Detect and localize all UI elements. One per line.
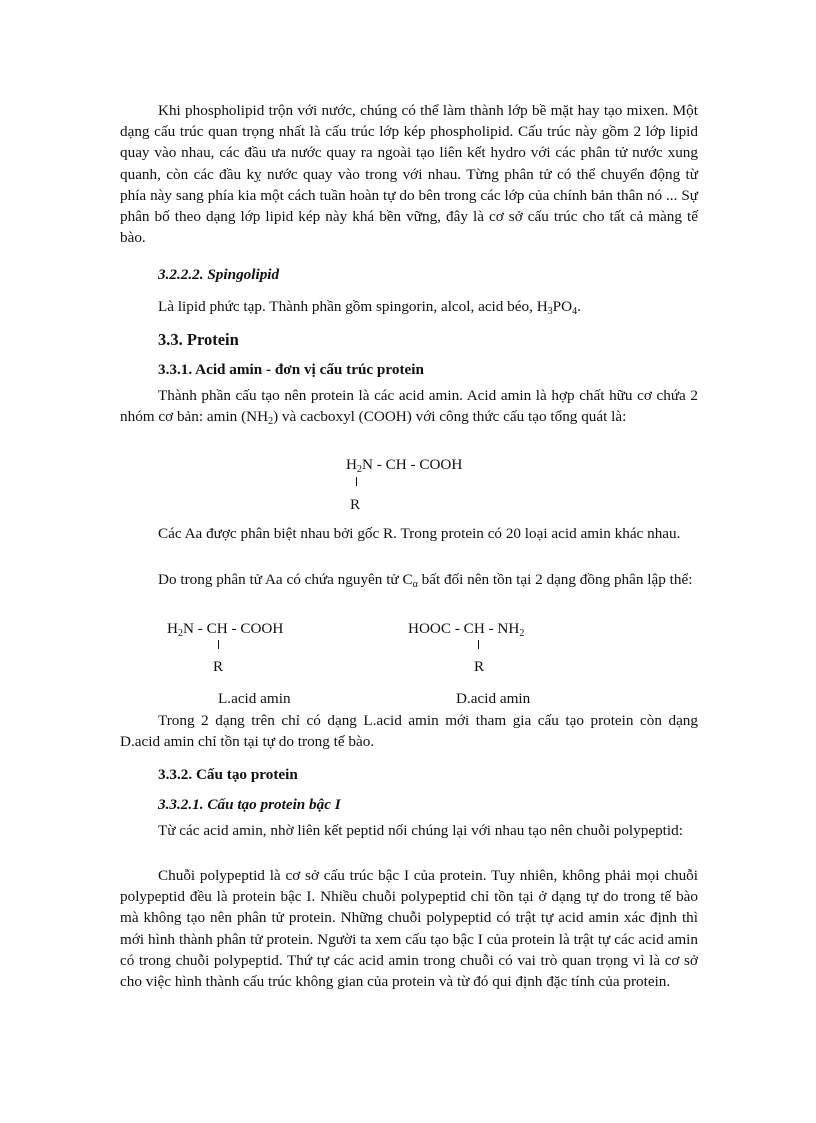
bond-line-l (218, 640, 219, 649)
paragraph-stereoisomers: Do trong phân tử Aa có chứa nguyên tử $C_\alpha$ bất đối nên tồn tại 2 dạng đồng phân lập thể: (158, 571, 693, 590)
heading-3-3-2: 3.3.2. Cấu tạo protein (158, 766, 298, 783)
formula-l-r-group: R (213, 658, 224, 675)
paragraph-peptide-bond: Từ các acid amin, nhờ liên kết peptid nối chúng lại với nhau tạo nên chuỗi polypeptid: (158, 822, 683, 839)
paragraph-l-d-forms: Trong 2 dạng trên chỉ có dạng L.acid amin mới tham gia cấu tạo protein còn dạng D.acid amin chỉ tồn tại tự do trong tế bào. (120, 712, 698, 751)
heading-3-2-2-2: 3.2.2.2. Spingolipid (158, 266, 280, 283)
paragraph-phospholipid-bilayer: Khi phospholipid trộn với nước, chúng có thể làm thành lớp bề mặt hay tạo mixen. Một dạng cấu trúc quan trọng nhất là cấu trúc lớp kép phospholipid. Cấu trúc này gồm 2 lớp lipid quay vào nhau, các đầu ưa nước quay ra ngoài tạo liên kết hydro với các phân tử nước xung quanh, còn các đầu kỵ nước quay vào trong với nhau. Từng phân tử có thể chuyển động từ phía này sang phía kia một cách tuần hoàn tự do bên trong các lớp của chính bản thân nó ... Sự phân bố theo dạng lớp lipid kép này khá bền vững, đây là cơ sở cấu trúc cho tất cả màng tế bào. (120, 102, 698, 247)
bond-line-d (478, 640, 479, 649)
formula-general-r-group: R (350, 496, 361, 513)
paragraph-r-group: Các Aa được phân biệt nhau bởi gốc R. Trong protein có 20 loại acid amin khác nhau. (158, 525, 681, 542)
formula-d-amino-acid: HOOC - CH - $NH_2$ (408, 620, 525, 639)
bond-line (356, 477, 357, 486)
heading-3-3: 3.3. Protein (158, 330, 239, 349)
formula-l-amino-acid: $H_2N$ - CH - COOH (167, 620, 284, 639)
label-d-amino-acid: D.acid amin (456, 690, 531, 707)
paragraph-primary-structure: Chuỗi polypeptid là cơ sở cấu trúc bậc I của protein. Tuy nhiên, không phải mọi chuỗi polypeptid đều là protein bậc I. Nhiều chuỗi polypeptid chỉ tồn tại ở dạng tự do trong tế bào mà không tạo nên phân tử protein. Những chuỗi polypeptid có trật tự acid amin xác định thì mới hình thành phân tử protein. Người ta xem cấu tạo bậc I của protein là trật tự các acid amin có trong chuỗi polypeptid. Thứ tự các acid amin trong chuỗi có vai trò quan trọng vì là cơ sở cho việc hình thành cấu trúc không gian của protein và từ đó qui định đặc tính của protein. (120, 867, 698, 991)
paragraph-spingolipid: Là lipid phức tạp. Thành phần gồm spingorin, alcol, acid béo, $H_3PO_4$. (158, 298, 581, 317)
label-l-amino-acid: L.acid amin (218, 690, 291, 707)
heading-3-3-1: 3.3.1. Acid amin - đơn vị cấu trúc protein (158, 361, 424, 378)
paragraph-amino-acid-intro: Thành phần cấu tạo nên protein là các acid amin. Acid amin là hợp chất hữu cơ chứa 2 nhóm cơ bản: amin $(NH_2)$ và cacboxyl (COOH) với công thức cấu tạo tổng quát là: (120, 387, 698, 428)
formula-d-r-group: R (474, 658, 485, 675)
formula-general-amino-acid: $H_2N$ - CH - COOH (346, 456, 463, 475)
heading-3-3-2-1: 3.3.2.1. Cấu tạo protein bậc I (158, 796, 341, 813)
